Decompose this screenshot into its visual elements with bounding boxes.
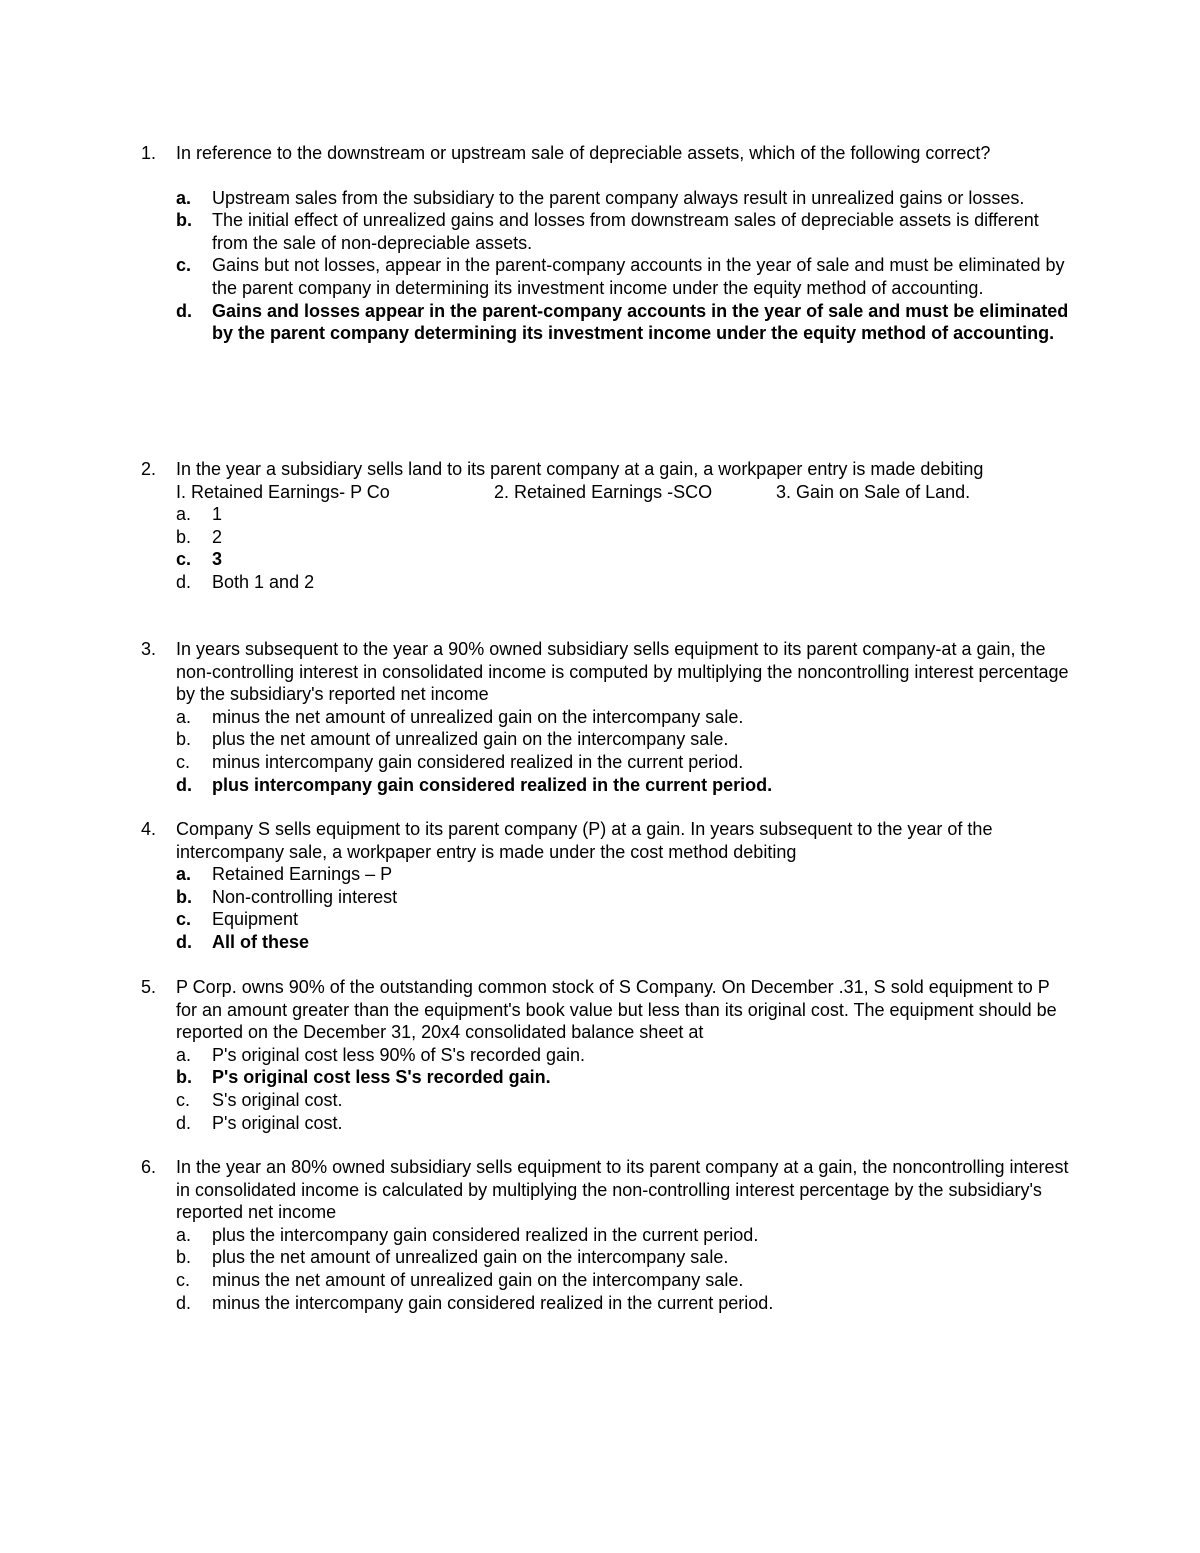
option-a	[141, 187, 1071, 210]
question-number: 4.	[141, 819, 157, 839]
question-2	[141, 458, 1071, 594]
option-c	[141, 908, 1071, 931]
option-text: 1	[212, 504, 223, 525]
option-list	[141, 503, 1071, 593]
question-text: In the year a subsidiary sells land to its parent company at a gain, a workpaper entry is made debiting	[176, 459, 984, 479]
option-b	[141, 526, 1071, 549]
option-letter: d.	[176, 1112, 192, 1133]
option-text: The initial effect of unrealized gains and losses from downstream sales of depreciable assets is different from the sale of non-depreciable assets.	[212, 210, 1039, 253]
option-a	[141, 863, 1071, 886]
question-text: In years subsequent to the year a 90% owned subsidiary sells equipment to its parent company-at a gain, the non-controlling interest in consolidated income is computed by multiplying the noncontrolling interest percentage by the subsidiary's reported net income	[176, 639, 1069, 705]
option-d	[141, 1112, 1071, 1135]
question-text: P Corp. owns 90% of the outstanding common stock of S Company. On December .31, S sold equipment to P for an amount greater than the equipment's book value but less than its original cost. The equipment should be reported on the December 31, 20x4 consolidated balance sheet at	[176, 977, 1057, 1043]
choice-3: 3. Gain on Sale of Land.	[776, 481, 971, 502]
option-text: plus the net amount of unrealized gain on the intercompany sale.	[212, 729, 729, 750]
option-list	[141, 706, 1071, 796]
question-4	[141, 818, 1071, 954]
option-list	[141, 1044, 1071, 1134]
question-1	[141, 142, 1071, 345]
option-text: 2	[212, 526, 223, 547]
option-a	[141, 503, 1071, 526]
option-text: Gains but not losses, appear in the parent-company accounts in the year of sale and must be eliminated by the parent company in determining its investment income under the equity method of accounting.	[212, 255, 1065, 298]
question-text: Company S sells equipment to its parent company (P) at a gain. In years subsequent to the year of the intercompany sale, a workpaper entry is made under the cost method debiting	[176, 819, 993, 862]
option-text: P's original cost less 90% of S's recorded gain.	[212, 1044, 586, 1065]
question-number: 1.	[141, 143, 157, 163]
option-b	[141, 209, 1071, 254]
option-letter: a.	[176, 504, 192, 525]
option-letter: c.	[176, 255, 192, 276]
question-3	[141, 638, 1071, 796]
option-text: Equipment	[212, 909, 299, 930]
question-number: 5.	[141, 977, 157, 997]
option-letter: c.	[176, 1269, 191, 1290]
option-letter: b.	[176, 886, 192, 907]
question-text: In the year an 80% owned subsidiary sells equipment to its parent company at a gain, the noncontrolling interest in consolidated income is calculated by multiplying the non-controlling interest percentage by the subsidiary's reported net income	[176, 1157, 1069, 1223]
option-letter: b.	[176, 526, 192, 547]
option-text: plus the intercompany gain considered realized in the current period.	[212, 1224, 759, 1245]
option-letter: a.	[176, 864, 192, 885]
option-letter: a.	[176, 706, 192, 727]
option-b	[141, 886, 1071, 909]
option-letter: c.	[176, 1089, 191, 1110]
option-a	[141, 706, 1071, 729]
choice-2: 2. Retained Earnings -SCO	[494, 481, 713, 502]
option-letter: b.	[176, 1247, 192, 1268]
question-text: In reference to the downstream or upstream sale of depreciable assets, which of the following correct?	[176, 143, 991, 163]
option-text: plus the net amount of unrealized gain on the intercompany sale.	[212, 1247, 729, 1268]
option-d	[141, 1292, 1071, 1315]
question-number: 6.	[141, 1157, 157, 1177]
question-5	[141, 976, 1071, 1134]
option-text: plus intercompany gain considered realized in the current period.	[212, 774, 773, 795]
option-b-correct	[141, 1066, 1071, 1089]
option-text: Upstream sales from the subsidiary to the parent company always result in unrealized gains or losses.	[212, 187, 1025, 208]
option-c-correct	[141, 548, 1071, 571]
option-b	[141, 728, 1071, 751]
option-letter: d.	[176, 1292, 192, 1313]
option-text: minus the net amount of unrealized gain on the intercompany sale.	[212, 706, 744, 727]
option-list	[141, 187, 1071, 345]
option-letter: d.	[176, 571, 192, 592]
option-text: minus the intercompany gain considered realized in the current period.	[212, 1292, 774, 1313]
option-letter: d.	[176, 300, 192, 321]
option-c	[141, 1269, 1071, 1292]
option-text: P's original cost less S's recorded gain.	[212, 1067, 551, 1088]
option-text: Gains and losses appear in the parent-company accounts in the year of sale and must be eliminated by the parent company determining its investment income under the equity method of accounting.	[212, 300, 1069, 344]
option-text: 3	[212, 549, 223, 570]
option-letter: d.	[176, 774, 192, 795]
option-text: Both 1 and 2	[212, 571, 315, 592]
option-a	[141, 1224, 1071, 1247]
option-letter: c.	[176, 751, 191, 772]
option-text: S's original cost.	[212, 1089, 343, 1110]
option-text: minus the net amount of unrealized gain on the intercompany sale.	[212, 1269, 744, 1290]
option-letter: b.	[176, 210, 192, 231]
option-text: All of these	[212, 931, 310, 952]
option-letter: d.	[176, 931, 192, 952]
option-c	[141, 1089, 1071, 1112]
option-letter: a.	[176, 187, 192, 208]
option-c	[141, 254, 1071, 299]
option-letter: a.	[176, 1224, 192, 1245]
option-list	[141, 1224, 1071, 1314]
question-6	[141, 1156, 1071, 1314]
option-letter: b.	[176, 1067, 192, 1088]
option-c	[141, 751, 1071, 774]
option-letter: c.	[176, 549, 192, 570]
option-d-correct	[141, 300, 1071, 345]
option-d	[141, 571, 1071, 594]
option-a	[141, 1044, 1071, 1067]
option-letter: b.	[176, 729, 192, 750]
question-number: 2.	[141, 459, 157, 479]
choice-1: I. Retained Earnings- P Co	[176, 481, 390, 502]
option-letter: c.	[176, 909, 192, 930]
option-d-correct	[141, 774, 1071, 797]
option-text: Non-controlling interest	[212, 886, 398, 907]
choice-row	[176, 481, 1071, 504]
option-d-correct	[141, 931, 1071, 954]
question-number: 3.	[141, 639, 157, 659]
option-text: Retained Earnings – P	[212, 864, 393, 885]
option-text: P's original cost.	[212, 1112, 343, 1133]
option-list	[141, 863, 1071, 953]
option-b	[141, 1246, 1071, 1269]
option-text: minus intercompany gain considered realized in the current period.	[212, 751, 744, 772]
option-letter: a.	[176, 1044, 192, 1065]
